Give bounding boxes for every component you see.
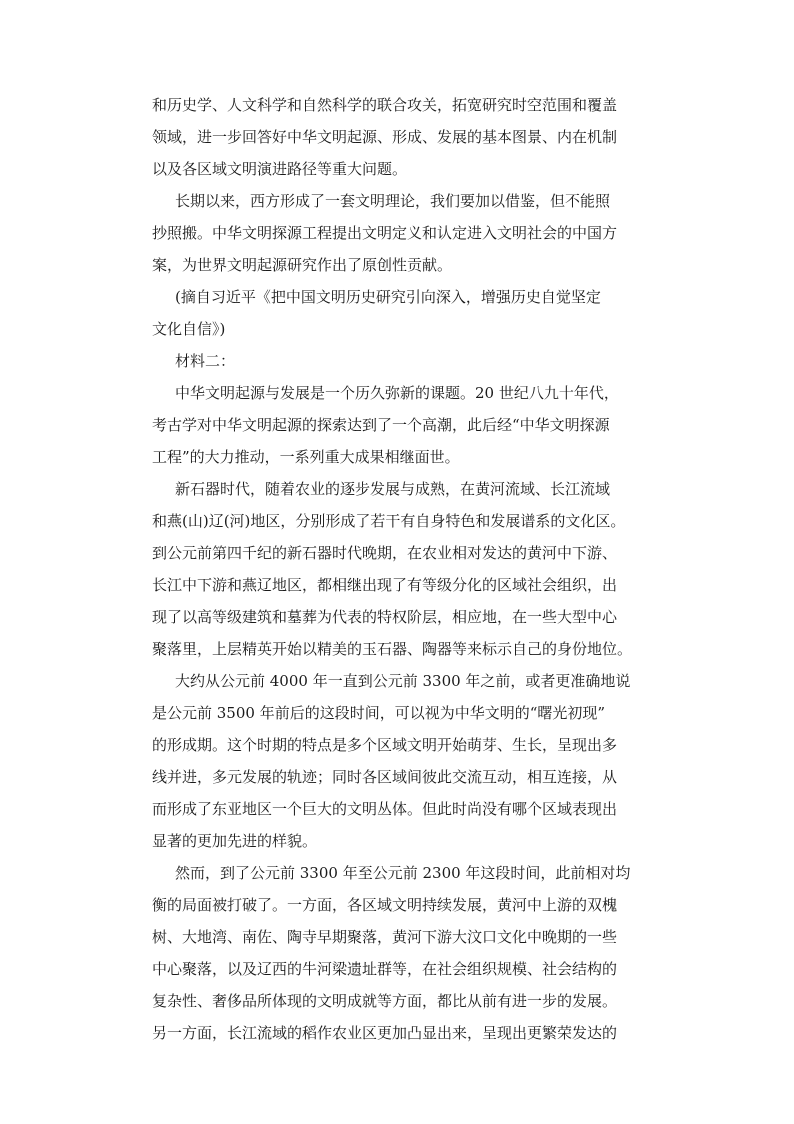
text-line: 中华文明起源与发展是一个历久弥新的课题。20 世纪八九十年代，	[175, 384, 619, 402]
text-line: 大约从公元前 4000 年一直到公元前 3300 年之前，或者更准确地说	[175, 672, 631, 690]
text-line: 现了以高等级建筑和墓葬为代表的特权阶层，相应地，在一些大型中心	[152, 608, 618, 626]
section-label	[152, 345, 652, 377]
text-line: 是公元前 3500 年前后的这段时间，可以视为中华文明的“曙光初现”	[152, 704, 606, 722]
text-line: 新石器时代，随着农业的逐步发展与成熟，在黄河流域、长江流域	[175, 480, 611, 498]
text-line: 和历史学、人文科学和自然科学的联合攻关，拓宽研究时空范围和覆盖	[152, 96, 618, 114]
paragraph-6	[152, 857, 652, 1049]
text-line: 中心聚落，以及辽西的牛河梁遗址群等，在社会组织规模、社会结构的	[152, 960, 618, 978]
section-heading: 材料二：	[175, 352, 236, 370]
paragraph-2	[152, 185, 652, 281]
text-line: 然而，到了公元前 3300 年至公元前 2300 年这段时间，此前相对均	[175, 864, 631, 882]
text-line: 另一方面，长江流域的稻作农业区更加凸显出来，呈现出更繁荣发达的	[152, 1024, 618, 1042]
text-line: 案，为世界文明起源研究作出了原创性贡献。	[152, 256, 453, 274]
text-line: 工程”的大力推动，一系列重大成果相继面世。	[152, 448, 460, 466]
citation-paragraph	[152, 281, 652, 345]
text-line: 的形成期。这个时期的特点是多个区域文明开始萌芽、生长，呈现出多	[152, 736, 618, 754]
citation-line: 文化自信》)	[152, 320, 226, 338]
text-line: 领域，进一步回答好中华文明起源、形成、发展的基本图景、内在机制	[152, 128, 618, 146]
text-line: 以及各区域文明演进路径等重大问题。	[152, 160, 408, 178]
text-line: 线并进，多元发展的轨迹；同时各区域间彼此交流互动，相互连接，从	[152, 768, 618, 786]
text-line: 衡的局面被打破了。一方面，各区域文明持续发展，黄河中上游的双槐	[152, 896, 618, 914]
text-line: 长期以来，西方形成了一套文明理论，我们要加以借鉴，但不能照	[175, 192, 611, 210]
text-line: 长江中下游和燕辽地区，都相继出现了有等级分化的区域社会组织，出	[152, 576, 618, 594]
text-line: 树、大地湾、南佐、陶寺早期聚落，黄河下游大汶口文化中晚期的一些	[152, 928, 618, 946]
text-line: 抄照搬。中华文明探源工程提出文明定义和认定进入文明社会的中国方	[152, 224, 618, 242]
paragraph-4	[152, 473, 652, 665]
citation-line: (摘自习近平《把中国文明历史研究引向深入，增强历史自觉坚定	[175, 288, 601, 306]
text-line: 复杂性、奢侈品所体现的文明成就等方面，都比从前有进一步的发展。	[152, 992, 618, 1010]
text-line: 考古学对中华文明起源的探索达到了一个高潮，此后经“中华文明探源	[152, 416, 610, 434]
text-line: 和燕(山)辽(河)地区，分别形成了若干有自身特色和发展谱系的文化区。	[152, 512, 626, 530]
paragraph-5	[152, 665, 652, 857]
text-line: 而形成了东亚地区一个巨大的文明丛体。但此时尚没有哪个区域表现出	[152, 800, 618, 818]
text-line: 聚落里，上层精英开始以精美的玉石器、陶器等来标示自己的身份地位。	[152, 640, 633, 658]
article-body	[152, 89, 652, 1049]
paragraph-3	[152, 377, 652, 473]
text-line: 显著的更加先进的样貌。	[152, 832, 318, 850]
paragraph-1	[152, 89, 652, 185]
text-line: 到公元前第四千纪的新石器时代晚期，在农业相对发达的黄河中下游、	[152, 544, 618, 562]
